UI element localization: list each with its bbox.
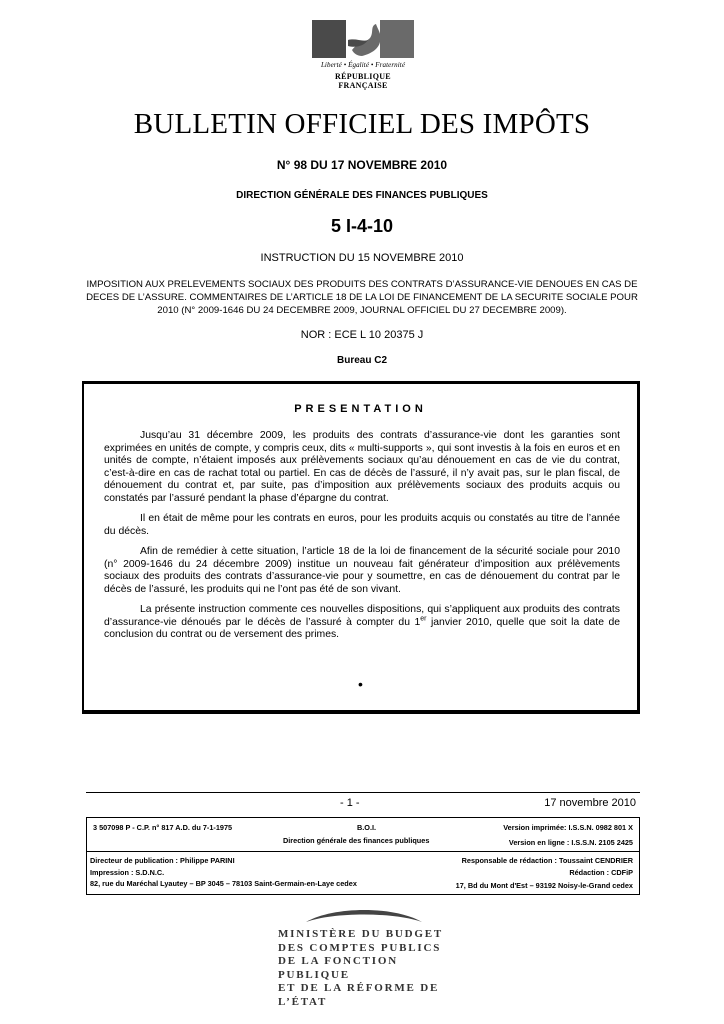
- paragraph-4-part-2: janvier 2010, quelle que soit la date de conclusion du contrat ou de versement des primes.: [104, 616, 621, 640]
- paragraph-4-superscript: er: [420, 615, 427, 623]
- boi-direction: Direction générale des finances publiques: [283, 836, 430, 845]
- version-online: Version en ligne : I.S.S.N. 2105 2425: [508, 838, 633, 847]
- info-row-bottom: [87, 852, 639, 896]
- bullet-mark: •: [358, 676, 363, 692]
- ministry-arc-icon: [304, 904, 424, 924]
- presentation-paragraph-3: Afin de remédier à cette situation, l’article 18 de la loi de financement de la sécurité sociale pour 2010 (n° 2009-1646 du 24 décembre 2009) institue un nouveau fait générateur d’imposition aux prélèvements sociaux des produits des contrats d’assurance-vie pour y soumettre, en cas de dénouement du contrat par le décès de l’assuré, les produits qui ne l’ont pas été de son vivant.: [104, 546, 620, 595]
- ministry-line-4: ET DE LA RÉFORME DE L’ÉTAT: [278, 982, 440, 1008]
- paragraph-4-part-1: La présente instruction commente ces nouvelles dispositions, qui s’appliquent aux produits des contrats d’assurance-vie dénoués par le décès de l’assuré à compter du 1: [104, 604, 620, 628]
- instruction-subject: IMPOSITION AUX PRELEVEMENTS SOCIAUX DES PRODUITS DES CONTRATS D’ASSURANCE-VIE DENOUES EN CAS DE DECES DE L’ASSURE. COMMENTAIRES DE L’ARTICLE 18 DE LA LOI DE FINANCEMENT DE LA SECURITE SOCIALE POUR 2010 (N° 2009-1646 DU 24 DECEMBRE 2009, JOURNAL OFFICIEL DU 27 DECEMBRE 2009).: [86, 279, 638, 316]
- presentation-box: [82, 381, 640, 714]
- printing-info: Impression : S.D.N.C.: [90, 868, 165, 877]
- instruction-date: INSTRUCTION DU 15 NOVEMBRE 2010: [260, 252, 464, 264]
- bulletin-title: BULLETIN OFFICIEL DES IMPÔTS: [133, 108, 591, 140]
- publication-info-table: [86, 817, 640, 895]
- direction-name: DIRECTION GÉNÉRALE DES FINANCES PUBLIQUES: [236, 190, 488, 201]
- publication-reference: 3 507098 P - C.P. n° 817 A.D. du 7-1-1975: [93, 823, 233, 832]
- ministry-logo: [264, 904, 464, 1008]
- ministry-line-3: DE LA FONCTION PUBLIQUE: [278, 955, 398, 981]
- presentation-paragraph-1: Jusqu’au 31 décembre 2009, les produits des contrats d’assurance-vie dont les garanties sont exprimées en unités de compte, y compris ceux, dits « multi-supports », qui sont investis à la fois en euros et en unités de compte, n’étaient imposés aux prélèvements sociaux qu’au dénouement en cas de vie du contrat, c’est-à-dire en cas de rachat total ou partiel. En cas de décès de l’assuré, il n’y avait pas, sur le plan fiscal, de dénouement du contrat et, par suite, pas d’imposition aux prélèvements sociaux des produits acquis ou constatés par l’assuré pendant la phase d’épargne du contrat.: [104, 430, 620, 504]
- page-number: - 1 -: [340, 797, 360, 809]
- info-row-top: [87, 818, 639, 852]
- instruction-code: 5 I-4-10: [330, 216, 394, 236]
- republique-francaise-logo: [312, 20, 414, 90]
- footer-divider: [86, 792, 640, 793]
- address-left: 82, rue du Maréchal Lyautey – BP 3045 – 78103 Saint-Germain-en-Laye cedex: [90, 879, 357, 888]
- republic-motto: Liberté • Égalité • Fraternité: [320, 61, 406, 69]
- presentation-paragraph-4: [104, 604, 620, 642]
- presentation-paragraph-2: Il en était de même pour les contrats en euros, pour les produits acquis ou constatés au titre de l’année du décès.: [104, 513, 620, 537]
- footer-date: 17 novembre 2010: [544, 797, 636, 809]
- issue-number: N° 98 DU 17 NOVEMBRE 2010: [276, 158, 448, 172]
- address-right: 17, Bd du Mont d'Est – 93192 Noisy-le-Grand cedex: [455, 881, 633, 890]
- republic-name: RÉPUBLIQUE FRANÇAISE: [335, 72, 391, 90]
- marianne-logo-icon: [312, 20, 414, 58]
- boi-label: B.O.I.: [357, 823, 377, 832]
- nor-reference: NOR : ECE L 10 20375 J: [300, 329, 424, 341]
- editor-in-chief: Responsable de rédaction : Toussaint CENDRIER: [461, 856, 633, 865]
- ministry-line-1: MINISTÈRE DU BUDGET: [278, 928, 444, 940]
- bureau-label: Bureau C2: [336, 355, 387, 366]
- ministry-line-2: DES COMPTES PUBLICS: [278, 941, 442, 954]
- presentation-text: [104, 430, 620, 650]
- redaction-info: Rédaction : CDFiP: [569, 868, 633, 877]
- version-print: Version imprimée: I.S.S.N. 0982 801 X: [503, 823, 633, 832]
- presentation-title: PRESENTATION: [294, 403, 427, 415]
- publication-director: Directeur de publication : Philippe PARINI: [90, 856, 235, 865]
